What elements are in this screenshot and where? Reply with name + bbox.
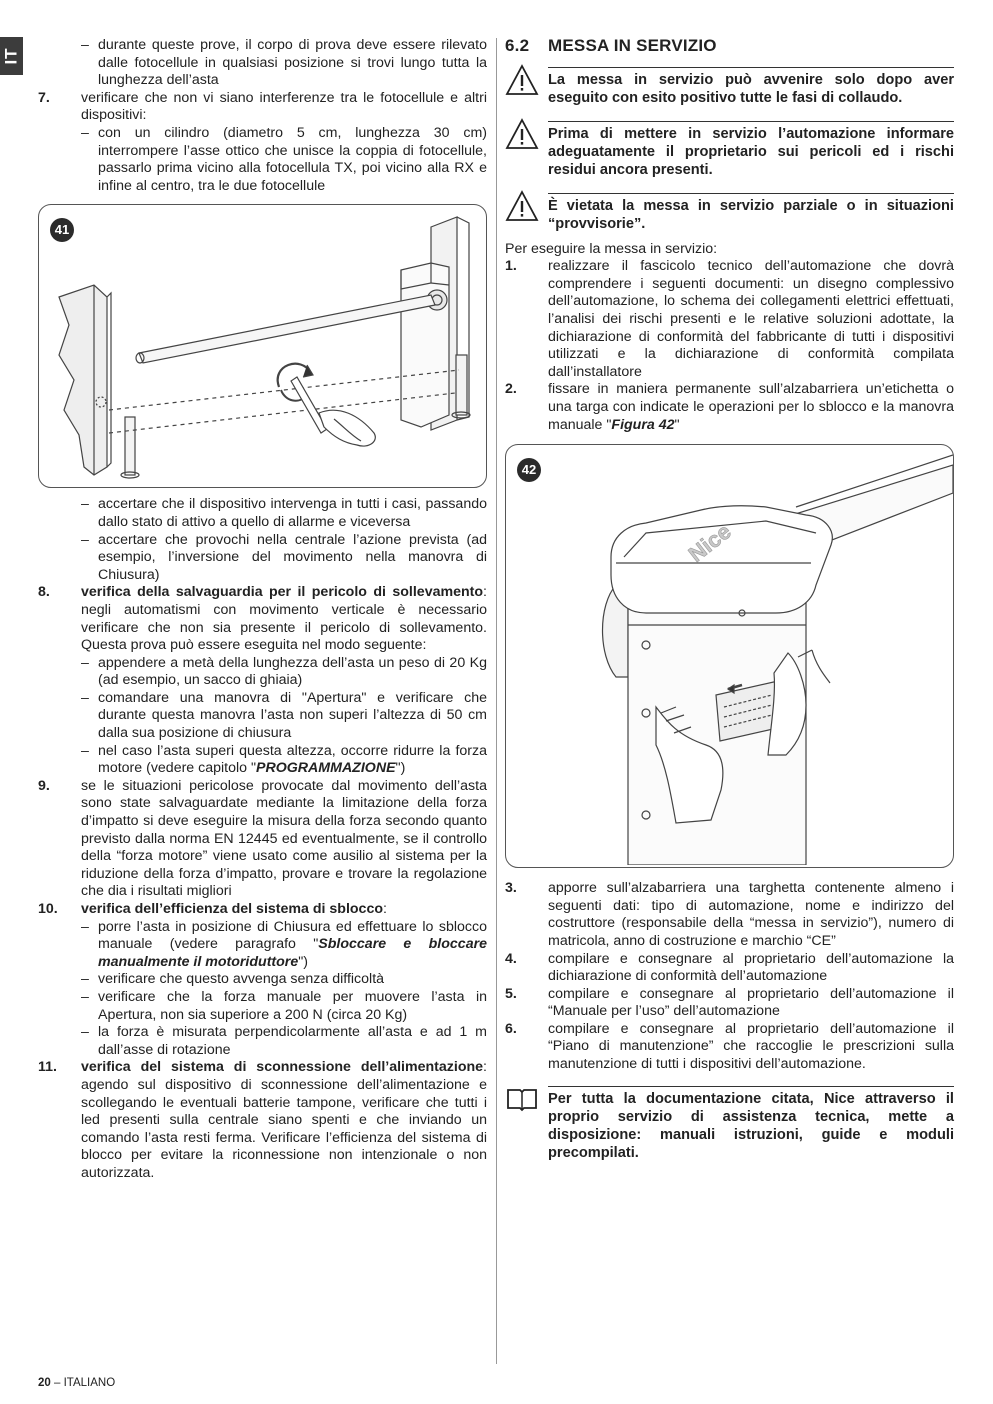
list-item-1 — [505, 258, 954, 381]
list-item-6 — [505, 1021, 954, 1074]
item-text-end: " — [674, 416, 680, 433]
item-number: 6. — [505, 1020, 517, 1037]
list-sub-item: – durante queste prove, il corpo di prova deve essere rilevato dalle fotocellule in qualsiasi posizione si trovi lungo tutta la lunghezza dell’asta — [81, 37, 487, 90]
section-heading — [505, 37, 954, 55]
right-column — [505, 37, 954, 1176]
item-number: 1. — [505, 258, 517, 275]
item-text: compilare e consegnare al proprietario dell’automazione la dichiarazione di conformità dell’automazione — [548, 950, 954, 985]
left-column — [38, 37, 487, 1183]
section-number: 6.2 — [505, 36, 530, 55]
list-item-9 — [38, 778, 487, 901]
barrier-photocell-test-illustration — [39, 205, 486, 485]
item-number: 8. — [38, 584, 50, 601]
language-tab: IT — [0, 37, 23, 75]
intro-text: Per eseguire la messa in servizio: — [505, 240, 718, 257]
page-footer — [38, 1377, 115, 1389]
warning-rule — [548, 193, 954, 194]
item-text: verificare che non vi siano interferenze tra le fotocellule e altri dispositivi: — [81, 89, 487, 124]
item-number: 2. — [505, 381, 517, 398]
warning-rule — [548, 67, 954, 68]
barrier-unlock-label-illustration — [506, 445, 953, 865]
list-item-2 — [505, 381, 954, 434]
item-number: 10. — [38, 901, 58, 917]
list-item-3 — [505, 880, 954, 950]
warning-triangle-icon — [505, 64, 539, 96]
list-sub-item: – accertare che il dispositivo intervenga in tutti i casi, passando dallo stato di attivo a quello di allarme e viceversa — [81, 496, 487, 531]
book-icon — [505, 1083, 539, 1115]
list-sub-item: – accertare che provochi nella centrale l’azione prevista (ad esempio, l’inversione del movimento nella manovra di Chiusura) — [81, 532, 487, 585]
list-sub-item: – verificare che la forza manuale per muovere l’asta in Apertura, non sia superiore a 200 N (circa 20 Kg) — [81, 989, 487, 1024]
warning-triangle-icon — [505, 190, 539, 222]
item-text: : — [383, 901, 387, 917]
list-sub-item: – con un cilindro (diametro 5 cm, lunghezza 30 cm) interrompere l’asse ottico che unisce la coppia di fotocellule, passarlo prima vicino alla fotocellula TX, poi vicino alla RX e infine al centro, tra le due fotocellule — [81, 125, 487, 195]
section-title: MESSA IN SERVIZIO — [548, 36, 717, 55]
list-sub-item: – comandare una manovra di "Apertura" e verificare che durante questa manovra l’asta non superi l’altezza di 50 cm dalla sua posizione di chiusura — [81, 690, 487, 743]
item-number: 5. — [505, 985, 517, 1002]
note-block — [505, 1086, 954, 1162]
item-number: 7. — [38, 89, 50, 106]
item-text: se le situazioni pericolose provocate dal movimento dell’asta sono state salvaguardate mediante la limitazione della forza d’impatto si deve eseguire la misura della forza secondo quanto previsto dalla norma EN 12445 ed eventualmente, se il controllo della “forza motore” viene usato come ausilio al sistema per la riduzione della forza d’impatto, provare e trovare la regolazione che dia i risultati migliori — [81, 777, 487, 900]
item-number: 9. — [38, 777, 50, 794]
list-item-7 — [38, 90, 487, 125]
list-sub-item: – la forza è misurata perpendicolarmente all’asta e ad 1 m dall’asse di rotazione — [81, 1024, 487, 1059]
item-title: verifica del sistema di sconnessione dell’alimentazione — [81, 1059, 484, 1076]
figure-41 — [38, 204, 487, 488]
note-text: Per tutta la documentazione citata, Nice attraverso il proprio servizio di assistenza tecnica, mette a disposizione: manuali istruzioni, guide e moduli precompilati. — [548, 1090, 954, 1161]
list-item-8 — [38, 584, 487, 654]
column-divider — [496, 38, 497, 1364]
figure-number-badge: 41 — [50, 218, 74, 242]
list-sub-item: – appendere a metà della lunghezza dell’asta un peso di 20 Kg (ad esempio, un sacco di ghiaia) — [81, 655, 487, 690]
warning-text: La messa in servizio può avvenire solo dopo aver eseguito con esito positivo tutte le fasi di collaudo. — [548, 71, 954, 106]
item-text: : agendo sul dispositivo di sconnessione dell’alimentazione e scollegando le eventuali batterie tampone, verificare che tutti i led presenti sulla centrale siano spenti e che inviando un comando l’asta resti ferma. Verificare l’efficienza del sistema di blocco per evitare la riconnessione non intenzionale o non autorizzata. — [81, 1059, 487, 1181]
list-item-10 — [38, 901, 487, 919]
item-number: 4. — [505, 950, 517, 967]
page-number: 20 — [38, 1377, 51, 1389]
item-text: : negli automatismi con movimento verticale è necessario verificare che non sia presente il pericolo di sollevamento. Questa prova può essere eseguita nel modo seguente: — [81, 584, 487, 654]
list-sub-item — [81, 919, 487, 972]
item-text: fissare in maniera permanente sull’alzabarriera un’etichetta o una targa con indicate le operazioni per lo sblocco e la manovra manuale " — [548, 381, 954, 433]
item-number: 3. — [505, 880, 517, 897]
warning-block — [505, 67, 954, 107]
figure-reference: Figura 42 — [611, 416, 675, 433]
item-text: compilare e consegnare al proprietario dell’automazione il “Manuale per l’uso” dell’automazione — [548, 985, 954, 1020]
figure-number-badge: 42 — [517, 458, 541, 482]
list-item-11 — [38, 1059, 487, 1182]
item-text: realizzare il fascicolo tecnico dell’automazione che dovrà comprendere i seguenti documenti: un disegno complessivo dell’automazione, lo schema dei collegamenti elettrici effettuati, l’analisi dei rischi presenti e le relative soluzioni adottate, la dichiarazione di conformità del fabbricante di tutti i dispositivi utilizzati e la dichiarazione di conformità compilata dall’installatore — [548, 258, 954, 380]
list-sub-item — [81, 743, 487, 778]
list-item-4 — [505, 951, 954, 986]
footer-label: – ITALIANO — [54, 1377, 116, 1389]
sub-text-end: ") — [395, 760, 406, 777]
list-sub-item: – verificare che questo avvenga senza difficoltà — [81, 971, 487, 989]
item-title: verifica della salvaguardia per il pericolo di sollevamento — [81, 584, 484, 601]
list-item-5 — [505, 986, 954, 1021]
brand-logo: Nice — [683, 518, 736, 568]
sub-text-end: ") — [298, 953, 308, 970]
warning-block — [505, 121, 954, 179]
item-text: apporre sull’alzabarriera una targhetta contenente almeno i seguenti dati: tipo di automazione, nome e indirizzo del costruttore (responsabile della “messa in servizio”), numero di matricola, anno di costruzione e marchio “CE” — [548, 880, 954, 949]
section-reference: Sbloccare e bloccare manualmente il motoriduttore — [98, 936, 488, 970]
note-rule — [548, 1086, 954, 1087]
warning-text: Prima di mettere in servizio l’automazione informare adeguatamente il proprietario sui pericoli ed i rischi residui ancora presenti. — [548, 125, 954, 178]
item-text: compilare e consegnare al proprietario dell’automazione il “Piano di manutenzione” che raccoglie le prescrizioni sulla manutenzione di tutti i dispositivi dell’automazione. — [548, 1020, 954, 1073]
warning-block — [505, 193, 954, 233]
figure-42 — [505, 444, 954, 868]
warning-rule — [548, 121, 954, 122]
sub-text: nel caso l’asta superi questa altezza, occorre ridurre la forza motore (vedere capitolo " — [98, 742, 487, 777]
chapter-reference: PROGRAMMAZIONE — [256, 760, 396, 777]
sub-text: porre l’asta in posizione di Chiusura ed effettuare lo sblocco manuale (vedere paragrafo " — [98, 918, 487, 953]
warning-text: È vietata la messa in servizio parziale o in situazioni “provvisorie”. — [548, 197, 954, 232]
warning-triangle-icon — [505, 118, 539, 150]
item-title: verifica dell’efficienza del sistema di sblocco — [81, 901, 383, 917]
item-number: 11. — [38, 1059, 57, 1076]
